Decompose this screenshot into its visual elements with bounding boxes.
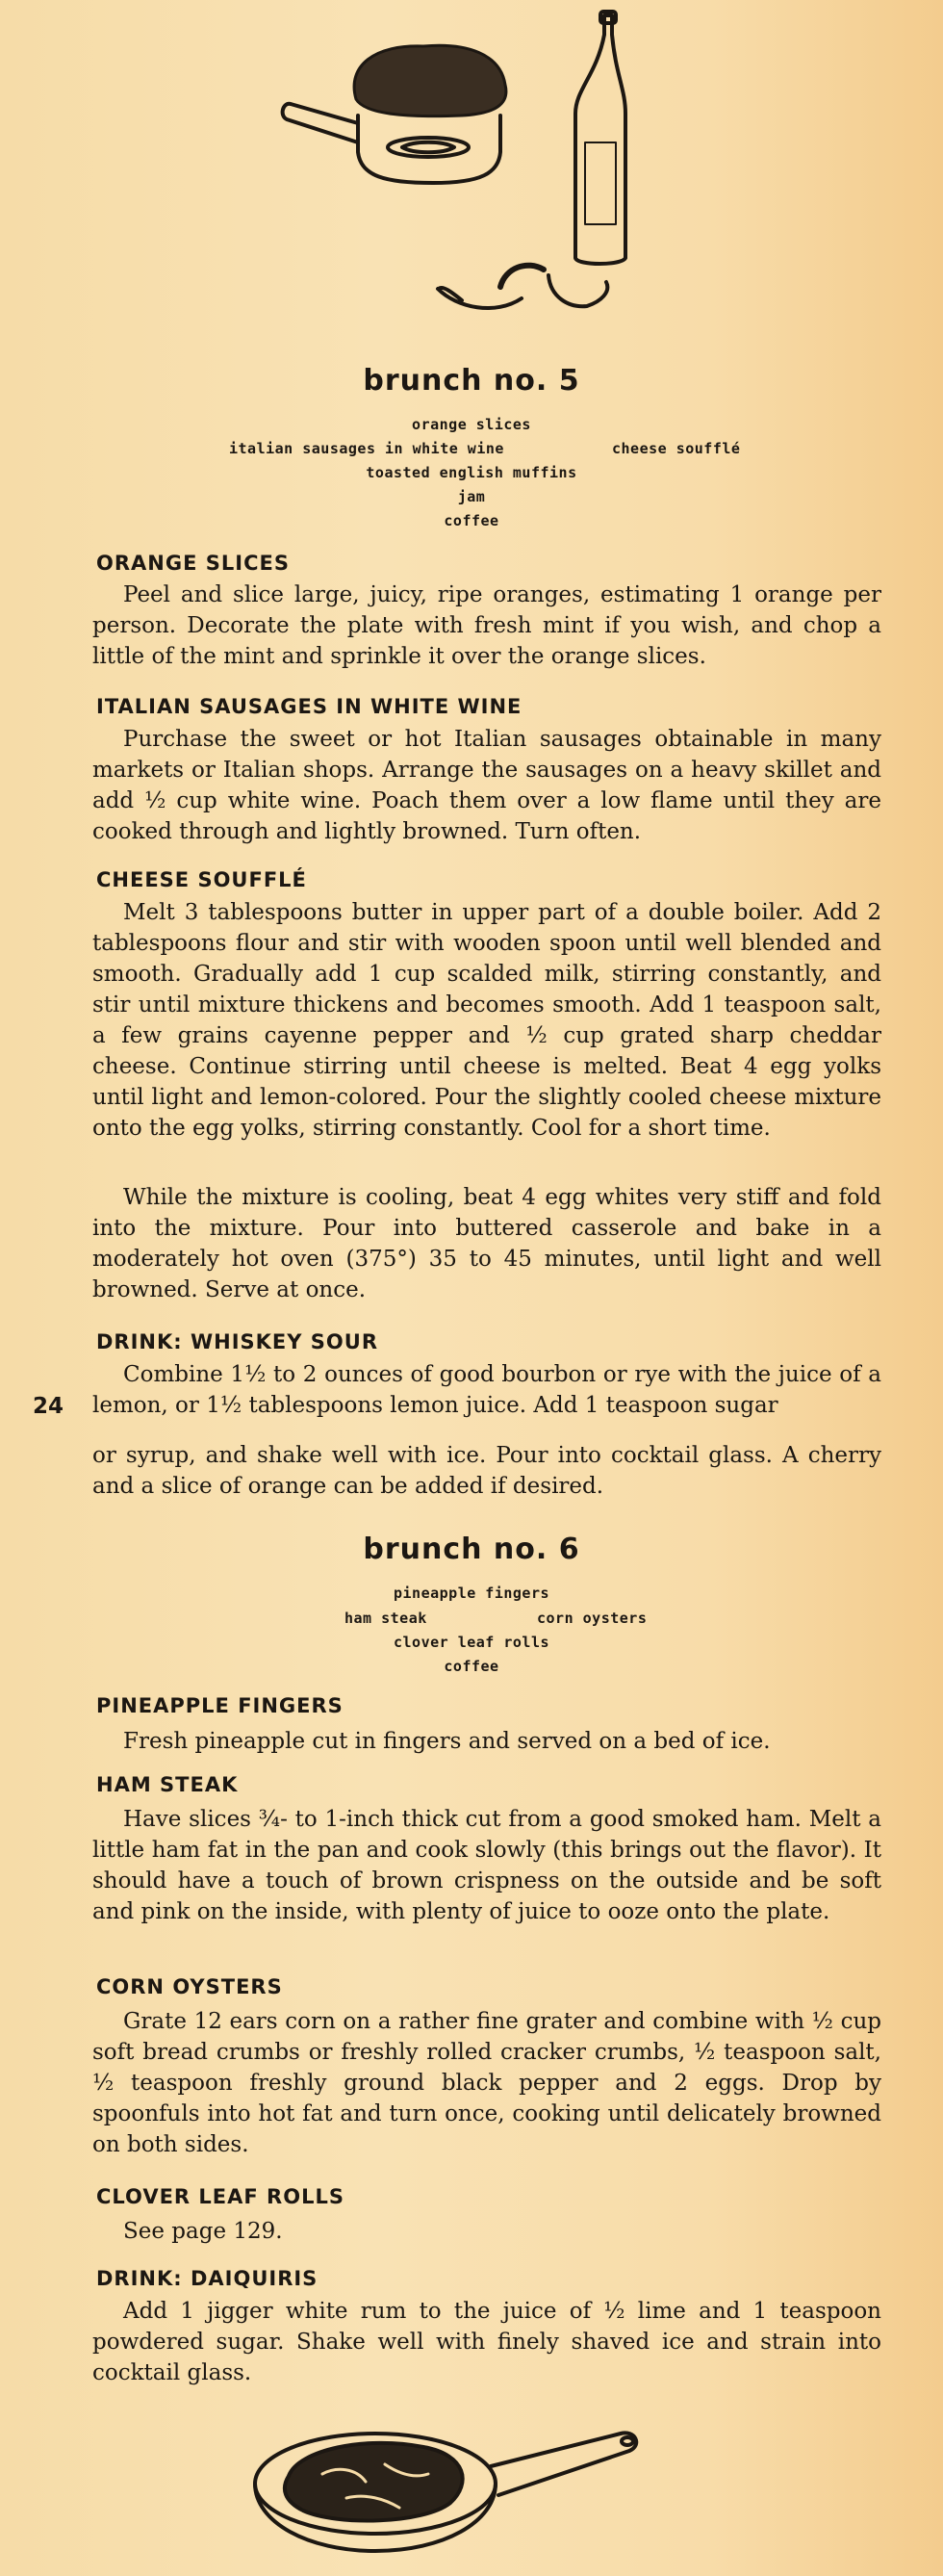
menu-item: jam	[457, 488, 486, 505]
recipe-heading: ORANGE SLICES	[96, 552, 290, 575]
recipe-text: Have slices ¾- to 1-inch thick cut from a good smoked ham. Melt a little ham fat in the pan and cook slowly (this brings out the flavor). It should have a touch of brown crispness on the outside and be soft and pink on the inside, with plenty of juice to ooze onto the plate.	[92, 1807, 881, 1924]
recipe-text: Add 1 jigger white rum to the juice of ½ lime and 1 teaspoon powdered sugar. Shake well with finely shaved ice and strain into cocktail glass.	[92, 2299, 881, 2385]
page-number: 24	[33, 1394, 64, 1419]
recipe-text: Peel and slice large, juicy, ripe oranges, estimating 1 orange per person. Decorate the plate with fresh mint if you wish, and chop a little of the mint and sprinkle it over the orange slices.	[92, 582, 881, 669]
recipe-heading: CLOVER LEAF ROLLS	[96, 2185, 344, 2208]
recipe-text-continued: or syrup, and shake well with ice. Pour into cocktail glass. A cherry and a slice of orange can be added if desired.	[92, 1443, 881, 1499]
recipe-heading: DRINK: DAIQUIRIS	[96, 2267, 319, 2290]
recipe-heading: CHEESE SOUFFLÉ	[96, 868, 307, 891]
menu-item: ham steak	[344, 1610, 427, 1627]
recipe-heading: CORN OYSTERS	[96, 1975, 283, 1998]
menu-item: pineapple fingers	[393, 1584, 550, 1602]
recipe-text: Grate 12 ears corn on a rather fine grater and combine with ½ cup soft bread crumbs or freshly rolled cracker crumbs, ½ teaspoon salt, ½ teaspoon freshly ground black pepper and 2 eggs. Drop by spoonfuls into hot fat and turn once, cooking until delicately browned on both sides.	[92, 2009, 881, 2157]
recipe-text-continued: While the mixture is cooling, beat 4 egg whites very stiff and fold into the mixture. Pour into buttered casserole and bake in a moderately hot oven (375°) 35 to 45 minutes, until light and well browned. Serve at once.	[92, 1185, 881, 1302]
recipe-text: Purchase the sweet or hot Italian sausages obtainable in many markets or Italian shops. Arrange the sausages on a heavy skillet and add ½ cup white wine. Poach them over a low flame until they are cooked through and lightly browned. Turn often.	[92, 727, 881, 844]
recipe-text: See page 129.	[123, 2219, 283, 2244]
menu-item: toasted english muffins	[366, 464, 577, 481]
recipe-text: Combine 1½ to 2 ounces of good bourbon or rye with the juice of a lemon, or 1½ tablespoons lemon juice. Add 1 teaspoon sugar	[92, 1362, 881, 1418]
recipe-text: Fresh pineapple cut in fingers and served on a bed of ice.	[123, 1729, 771, 1754]
recipe-text: Melt 3 tablespoons butter in upper part of a double boiler. Add 2 tablespoons flour and stir with wooden spoon until well blended and smooth. Gradually add 1 cup scalded milk, stirring constantly, and stir until mixture thickens and becomes smooth. Add 1 teaspoon salt, a few grains cayenne pepper and ½ cup grated sharp cheddar cheese. Continue stirring until cheese is melted. Beat 4 egg yolks until light and lemon-colored. Pour the slightly cooled cheese mixture onto the egg yolks, stirring constantly. Cool for a short time.	[92, 900, 881, 1141]
menu-item: coffee	[444, 1658, 499, 1675]
brunch-6-title: brunch no. 6	[363, 1533, 580, 1566]
recipe-heading: DRINK: WHISKEY SOUR	[96, 1330, 378, 1353]
brunch-5-title: brunch no. 5	[363, 364, 580, 398]
menu-item: corn oysters	[537, 1610, 648, 1627]
menu-item: clover leaf rolls	[393, 1634, 550, 1651]
menu-item: coffee	[444, 512, 499, 529]
menu-item: orange slices	[412, 416, 531, 433]
souffle-bottle-illustration	[269, 8, 654, 316]
menu-item: italian sausages in white wine	[229, 440, 504, 457]
recipe-heading: PINEAPPLE FINGERS	[96, 1694, 344, 1717]
recipe-heading: ITALIAN SAUSAGES IN WHITE WINE	[96, 695, 522, 718]
menu-item: cheese soufflé	[612, 440, 741, 457]
skillet-illustration	[231, 2407, 654, 2576]
recipe-heading: HAM STEAK	[96, 1773, 239, 1796]
